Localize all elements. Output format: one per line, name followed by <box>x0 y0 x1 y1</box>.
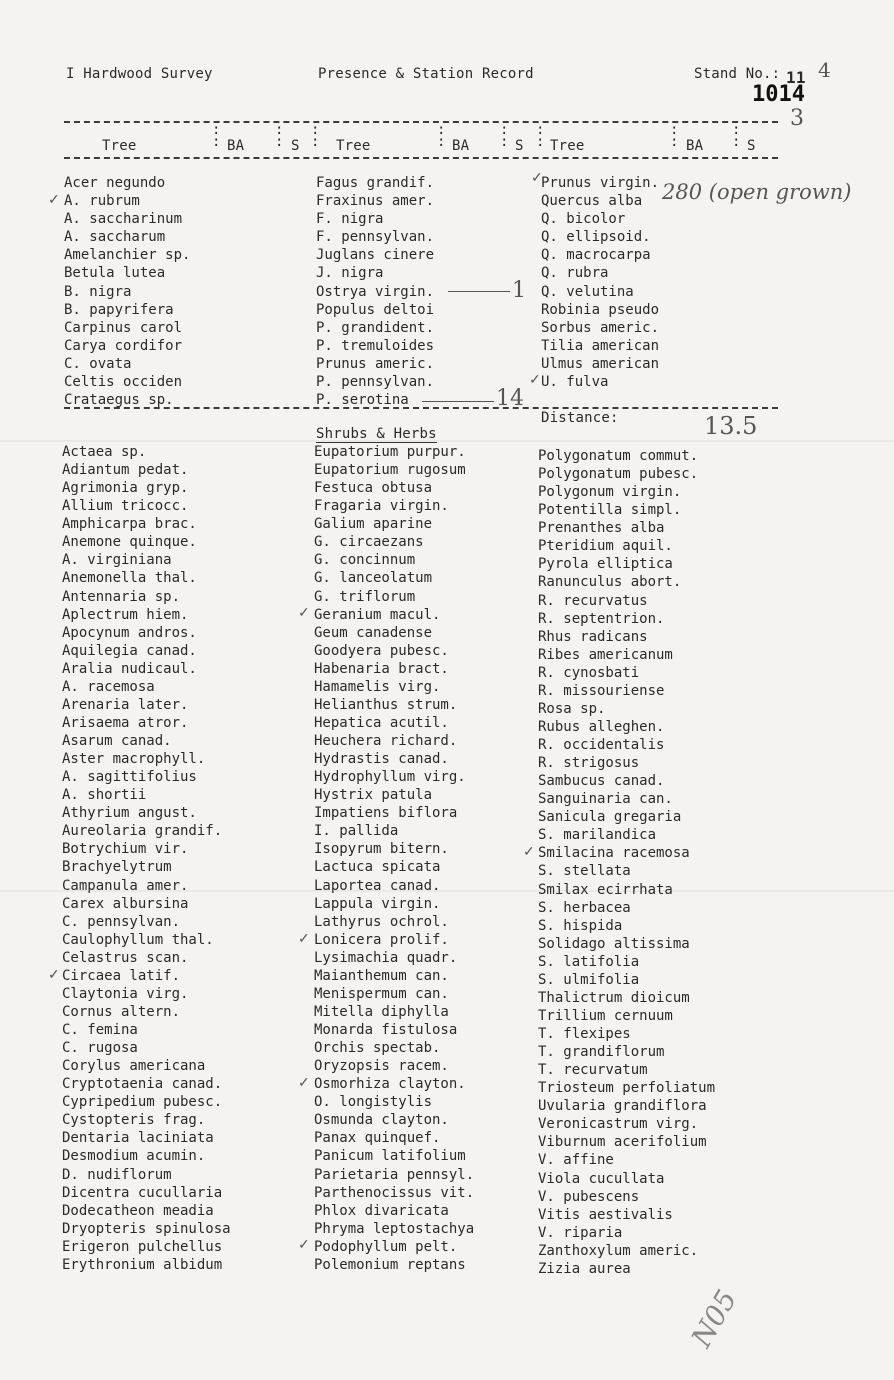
list-item: Laportea canad. <box>314 877 441 894</box>
list-item: Claytonia virg. <box>62 985 189 1002</box>
list-item: Antennaria sp. <box>62 588 181 605</box>
list-item: Lactuca spicata <box>314 859 441 876</box>
list-item: C. femina <box>62 1022 138 1038</box>
list-item: Apocynum andros. <box>62 624 197 641</box>
list-item: Betula lutea <box>64 265 166 282</box>
list-item: Hydrophyllum virg. <box>314 769 466 786</box>
survey-form-page: I Hardwood Survey Presence & Station Record Stand No.: 11 4 1014 3 Tree : : BA : : S : : Tree : : BA : : S : : Tree : : BA : : S Acer negundo A. rubrum A. saccharinum A. saccharum Amelanchier sp. Betula lutea B. nigra B. papyrifera Carpinus carol Carya cordifor C. ovata Celtis occiden Crataegus sp. Fagus grandif. Fraxinus amer. F. nigra F. pennsylvan. Juglans cinere J. nigra Ostrya virgin. Populus deltoi P. grandident. P. tremuloides Prunus americ. P. pennsylvan. P. serotina Prunus virgin. Quercus alba Q. bicolor Q. ellipsoid. Q. macrocarpa Q. rubra Q. velutina Robinia pseudo Sorbus americ. Tilia american Ulmus american U. fulva ✓ ✓ ✓ 280 (open grown) 1 14 Distance: 13.5 Shrubs & Herbs Actaea sp. Adiantum pedat. Agrimonia gryp. Allium tricocc. Amphicarpa brac. Anemone quinque. A. virginiana Anemonella thal. Antennaria sp. Aplectrum hiem. Apocynum andros. Aquilegia canad. Aralia nudicaul. A. racemosa Arenaria later. Arisaema atror. Asarum canad. Aster macrophyll. A. sagittifolius A. shortii Athyrium angust. Aureolaria grandif. Botrychium vir. Brachyelytrum Campanula amer. Carex albursina C. pennsylvan. Caulophyllum thal. Celastrus scan. Circaea latif. Claytonia virg. Cornus altern. C. femina C. rugosa Corylus americana Cryptotaenia canad. Cypripedium pubesc. Cystopteris frag. Dentaria laciniata Desmodium acumin. D. nudiflorum Dicentra cucullaria Dodecatheon meadia Dryopteris spinulosa Erigeron pulchellus Erythronium albidum Eupatorium purpur. Eupatorium rugosum Festuca obtusa Fragaria virgin. Galium aparine G. circaezans G. concinnum G. lanceolatum G. triflorum Geranium macul. Geum canadense Goodyera pubesc. Habenaria bract. Hamamelis virg. Helianthus strum. Hepatica acutil. Heuchera richard. Hydrastis canad. Hydrophyllum virg. Hystrix patula Impatiens biflora I. pallida Isopyrum bitern. Lactuca spicata Laportea canad. Lappula virgin. Lathyrus ochrol. Lonicera prolif. Lysimachia quadr. Maianthemum can. Menispermum can. Mitella diphylla Monarda fistulosa Orchis spectab. Oryzopsis racem. Osmorhiza clayton. O. longistylis Osmunda clayton. Panax quinquef. Panicum latifolium Parietaria pennsyl. Parthenocissus vit. Phlox divaricata Phryma leptostachya Podophyllum pelt. Polemonium reptans Polygonatum commut. Polygonatum pubesc. Polygonum virgin. Potentilla simpl. Prenanthes alba Pteridium aquil. Pyrola elliptica Ranunculus abort. R. recurvatus R. septentrion. Rhus radicans Ribes americanum R. cynosbati R. missouriense Rosa sp. Rubus alleghen. R. occidentalis R. strigosus Sambucus canad. Sanguinaria can. Sanicula gregaria S. marilandica Smilacina racemosa S. stellata Smilax ecirrhata S. herbacea S. hispida Solidago altissima S. latifolia S. ulmifolia Thalictrum dioicum Trillium cernuum T. flexipes T. grandiflorum T. recurvatum Triosteum perfoliatum Uvularia grandiflora Veronicastrum virg. Viburnum acerifolium V. affine Viola cucullata V. pubescens Vitis aestivalis V. riparia Zanthoxylum americ. Zizia aurea ✓ ✓ ✓ ✓ ✓ ✓ N05 <box>0 0 894 1380</box>
list-item: Campanula amer. <box>62 877 189 894</box>
handwritten-open-grown-note: 280 (open grown) <box>662 180 852 204</box>
list-item: V. affine <box>538 1152 614 1169</box>
list-item: Smilacina racemosa <box>538 845 690 862</box>
list-item: Mitella diphylla <box>314 1003 449 1020</box>
list-item: R. occidentalis <box>538 737 665 753</box>
list-item: Prunus virgin. <box>541 175 660 191</box>
list-item: C. rugosa <box>62 1040 138 1057</box>
list-item: T. flexipes <box>538 1026 631 1042</box>
list-item: Actaea sp. <box>62 444 147 460</box>
list-item: Asarum canad. <box>62 733 172 749</box>
list-item: Fraxinus amer. <box>316 193 435 210</box>
list-item: Q. ellipsoid. <box>541 229 651 246</box>
list-item: Geranium macul. <box>314 606 441 623</box>
list-item: S. marilandica <box>538 827 657 844</box>
list-item: Goodyera pubesc. <box>314 642 449 659</box>
list-item: Aplectrum hiem. <box>62 606 189 623</box>
list-item: P. grandident. <box>316 319 435 336</box>
annotation-line <box>422 401 494 402</box>
list-item: Desmodium acumin. <box>62 1148 206 1165</box>
handwritten-ostrya-count: 1 <box>512 278 526 303</box>
check-mark: ✓ <box>48 967 60 983</box>
stand-label: Stand No.: <box>694 66 781 82</box>
list-item: U. fulva <box>541 374 609 391</box>
ba-col-heading-2: BA <box>452 138 470 154</box>
form-title: Presence & Station Record <box>318 66 534 82</box>
list-item: Dryopteris spinulosa <box>62 1220 231 1237</box>
list-item: Polygonatum commut. <box>538 448 699 464</box>
list-item: Prenanthes alba <box>538 520 665 537</box>
list-item: P. serotina <box>316 392 409 409</box>
list-item: S. latifolia <box>538 953 640 970</box>
list-item: A. virginiana <box>62 552 172 569</box>
list-item: Pteridium aquil. <box>538 538 673 555</box>
list-item: Thalictrum dioicum <box>538 989 690 1006</box>
herb-list-col-1 <box>62 443 231 1274</box>
list-item: Helianthus strum. <box>314 696 458 713</box>
list-item: V. riparia <box>538 1224 623 1241</box>
list-item: Habenaria bract. <box>314 660 449 677</box>
list-item: B. papyrifera <box>64 301 174 318</box>
ba-col-heading-1: BA <box>227 138 245 154</box>
list-item: Maianthemum can. <box>314 967 449 984</box>
distance-label: Distance: <box>541 410 619 426</box>
list-item: Podophyllum pelt. <box>314 1238 458 1255</box>
list-item: Pyrola elliptica <box>538 556 673 573</box>
list-item: Polygonatum pubesc. <box>538 466 699 483</box>
list-item: Tilia american <box>541 337 660 354</box>
list-item: Impatiens biflora <box>314 805 458 822</box>
list-item: Panax quinquef. <box>314 1130 441 1147</box>
list-item: Hydrastis canad. <box>314 751 449 768</box>
list-item: D. nudiflorum <box>62 1166 172 1183</box>
list-item: Q. rubra <box>541 265 609 282</box>
list-item: Osmunda clayton. <box>314 1112 449 1129</box>
list-item: Aquilegia canad. <box>62 642 197 659</box>
list-item: Arisaema atror. <box>62 714 189 731</box>
list-item: R. septentrion. <box>538 610 665 627</box>
list-item: Polemonium reptans <box>314 1256 466 1273</box>
list-item: A. saccharum <box>64 229 166 246</box>
list-item: Populus deltoi <box>316 301 435 318</box>
handwritten-bottom-note: N05 <box>684 1284 744 1353</box>
list-item: Prunus americ. <box>316 355 435 372</box>
list-item: Fagus grandif. <box>316 175 435 191</box>
list-item: Amelanchier sp. <box>64 247 191 264</box>
check-mark: ✓ <box>298 1237 310 1253</box>
list-item: Acer negundo <box>64 175 166 191</box>
list-item: Erigeron pulchellus <box>62 1238 223 1255</box>
list-item: Oryzopsis racem. <box>314 1058 449 1075</box>
list-item: Caulophyllum thal. <box>62 931 214 948</box>
list-item: Ranunculus abort. <box>538 574 682 591</box>
list-item: Hamamelis virg. <box>314 678 441 695</box>
check-mark: ✓ <box>529 372 541 388</box>
list-item: Allium tricocc. <box>62 498 189 515</box>
list-item: G. lanceolatum <box>314 570 433 587</box>
section-rule <box>64 407 778 409</box>
list-item: Anemone quinque. <box>62 534 197 551</box>
list-item: Festuca obtusa <box>314 480 433 497</box>
check-mark: ✓ <box>531 170 543 186</box>
list-item: R. cynosbati <box>538 664 640 681</box>
ba-col-heading-3: BA <box>686 138 704 154</box>
s-col-heading-3: S <box>747 138 756 154</box>
list-item: Fragaria virgin. <box>314 498 449 515</box>
list-item: Sambucus canad. <box>538 773 665 790</box>
list-item: Aster macrophyll. <box>62 751 206 768</box>
list-item: B. nigra <box>64 283 132 300</box>
list-item: Robinia pseudo <box>541 301 660 318</box>
list-item: S. herbacea <box>538 899 631 916</box>
list-item: Sanicula gregaria <box>538 809 682 826</box>
list-item: Botrychium vir. <box>62 841 189 858</box>
s-col-heading-2: S <box>515 138 524 154</box>
list-item: Viburnum acerifolium <box>538 1134 707 1151</box>
list-item: Osmorhiza clayton. <box>314 1076 466 1093</box>
list-item: Polygonum virgin. <box>538 484 682 501</box>
list-item: Panicum latifolium <box>314 1148 466 1165</box>
list-item: Monarda fistulosa <box>314 1022 458 1038</box>
list-item: Dentaria laciniata <box>62 1130 214 1147</box>
list-item: Cornus altern. <box>62 1003 181 1020</box>
list-item: Aureolaria grandif. <box>62 823 223 840</box>
annotation-line <box>448 291 510 292</box>
list-item: G. triflorum <box>314 588 416 605</box>
list-item: Arenaria later. <box>62 696 189 713</box>
list-item: Ulmus american <box>541 355 660 372</box>
herb-list-col-3 <box>538 447 715 1278</box>
list-item: Geum canadense <box>314 624 433 641</box>
handwritten-three: 3 <box>790 106 804 131</box>
list-item: Cryptotaenia canad. <box>62 1076 223 1093</box>
list-item: Galium aparine <box>314 516 433 533</box>
stand-handwritten-digit: 4 <box>818 58 831 82</box>
tree-col-heading-2: Tree <box>336 138 371 154</box>
list-item: Corylus americana <box>62 1058 206 1075</box>
list-item: Q. velutina <box>541 283 634 300</box>
list-item: R. recurvatus <box>538 592 648 609</box>
list-item: Crataegus sp. <box>64 392 174 409</box>
check-mark: ✓ <box>298 1075 310 1091</box>
list-item: Menispermum can. <box>314 985 449 1002</box>
list-item: Celastrus scan. <box>62 949 189 966</box>
list-item: Cystopteris frag. <box>62 1112 206 1129</box>
list-item: Phryma leptostachya <box>314 1220 475 1237</box>
list-item: Dodecatheon meadia <box>62 1202 214 1219</box>
stand-stamp: 1014 <box>752 82 805 107</box>
list-item: Triosteum perfoliatum <box>538 1080 716 1097</box>
s-col-heading-1: S <box>291 138 300 154</box>
list-item: V. pubescens <box>538 1188 640 1205</box>
list-item: Trillium cernuum <box>538 1007 673 1024</box>
list-item: Eupatorium rugosum <box>314 462 466 479</box>
list-item: Uvularia grandiflora <box>538 1098 707 1115</box>
list-item: O. longistylis <box>314 1094 433 1111</box>
list-item: Ostrya virgin. <box>316 283 435 300</box>
check-mark: ✓ <box>298 605 310 621</box>
list-item: A. racemosa <box>62 678 155 695</box>
list-item: G. circaezans <box>314 534 424 551</box>
list-item: T. grandiflorum <box>538 1044 665 1061</box>
list-item: Potentilla simpl. <box>538 502 682 519</box>
list-item: Solidago altissima <box>538 935 690 952</box>
list-item: S. stellata <box>538 863 631 880</box>
list-item: F. pennsylvan. <box>316 229 435 246</box>
list-item: S. ulmifolia <box>538 971 640 988</box>
list-item: Carya cordifor <box>64 337 183 354</box>
list-item: C. pennsylvan. <box>62 913 181 930</box>
list-item: Q. bicolor <box>541 211 626 228</box>
paper-fold <box>0 440 894 442</box>
list-item: Isopyrum bitern. <box>314 841 449 858</box>
tree-list-col-2 <box>316 174 434 409</box>
list-item: F. nigra <box>316 211 384 228</box>
list-item: Quercus alba <box>541 193 643 210</box>
list-item: Lappula virgin. <box>314 895 441 912</box>
stand-number: 11 <box>786 68 806 87</box>
list-item: Rubus alleghen. <box>538 718 665 735</box>
list-item: Phlox divaricata <box>314 1202 449 1219</box>
list-item: P. tremuloides <box>316 337 435 354</box>
list-item: Anemonella thal. <box>62 570 197 587</box>
tree-col-heading-1: Tree <box>102 138 137 154</box>
list-item: Aralia nudicaul. <box>62 660 197 677</box>
tree-list-col-3 <box>541 174 659 391</box>
list-item: Smilax ecirrhata <box>538 881 673 898</box>
list-item: Rosa sp. <box>538 700 606 717</box>
list-item: I. pallida <box>314 823 399 840</box>
list-item: Ribes americanum <box>538 646 673 663</box>
list-item: Celtis occiden <box>64 374 183 391</box>
list-item: Circaea latif. <box>62 967 181 984</box>
list-item: Q. macrocarpa <box>541 247 651 264</box>
list-item: Hystrix patula <box>314 787 433 804</box>
tree-list-col-1 <box>64 174 190 409</box>
list-item: Parietaria pennsyl. <box>314 1166 475 1183</box>
list-item: Carpinus carol <box>64 319 183 336</box>
check-mark: ✓ <box>523 844 535 860</box>
check-mark: ✓ <box>48 192 60 208</box>
list-item: Heuchera richard. <box>314 733 458 749</box>
list-item: Carex albursina <box>62 895 189 912</box>
list-item: Juglans cinere <box>316 247 435 264</box>
list-item: Rhus radicans <box>538 628 648 645</box>
handwritten-serotina-count: 14 <box>496 386 524 411</box>
check-mark: ✓ <box>298 931 310 947</box>
list-item: A. saccharinum <box>64 211 183 228</box>
list-item: Lathyrus ochrol. <box>314 913 449 930</box>
survey-title: I Hardwood Survey <box>66 66 213 82</box>
list-item: Erythronium albidum <box>62 1256 223 1273</box>
list-item: A. shortii <box>62 787 147 804</box>
list-item: S. hispida <box>538 917 623 934</box>
list-item: Zizia aurea <box>538 1260 631 1277</box>
handwritten-distance-value: 13.5 <box>704 412 758 440</box>
list-item: Agrimonia gryp. <box>62 480 189 497</box>
list-item: A. rubrum <box>64 193 140 210</box>
header-bottom-rule <box>64 157 778 159</box>
list-item: Dicentra cucullaria <box>62 1184 223 1201</box>
list-item: R. strigosus <box>538 755 640 772</box>
herb-list-col-2 <box>314 443 474 1274</box>
list-item: Sanguinaria can. <box>538 791 673 808</box>
list-item: R. missouriense <box>538 682 665 699</box>
list-item: Lonicera prolif. <box>314 931 449 948</box>
list-item: Zanthoxylum americ. <box>538 1242 699 1259</box>
list-item: C. ovata <box>64 355 132 372</box>
list-item: Sorbus americ. <box>541 319 660 336</box>
list-item: Eupatorium purpur. <box>314 444 466 460</box>
shrubs-herbs-heading: Shrubs & Herbs <box>316 426 437 442</box>
list-item: Adiantum pedat. <box>62 462 189 479</box>
list-item: Cypripedium pubesc. <box>62 1094 223 1111</box>
list-item: Athyrium angust. <box>62 805 197 822</box>
list-item: Vitis aestivalis <box>538 1206 673 1223</box>
list-item: T. recurvatum <box>538 1062 648 1079</box>
list-item: Amphicarpa brac. <box>62 516 197 533</box>
list-item: Hepatica acutil. <box>314 714 449 731</box>
list-item: A. sagittifolius <box>62 769 197 786</box>
list-item: Veronicastrum virg. <box>538 1116 699 1133</box>
list-item: Brachyelytrum <box>62 859 172 876</box>
list-item: J. nigra <box>316 265 384 282</box>
list-item: Viola cucullata <box>538 1170 665 1187</box>
list-item: Lysimachia quadr. <box>314 949 458 966</box>
list-item: G. concinnum <box>314 552 416 569</box>
list-item: Parthenocissus vit. <box>314 1184 475 1201</box>
list-item: P. pennsylvan. <box>316 374 435 391</box>
tree-col-heading-3: Tree <box>550 138 585 154</box>
list-item: Orchis spectab. <box>314 1040 441 1057</box>
